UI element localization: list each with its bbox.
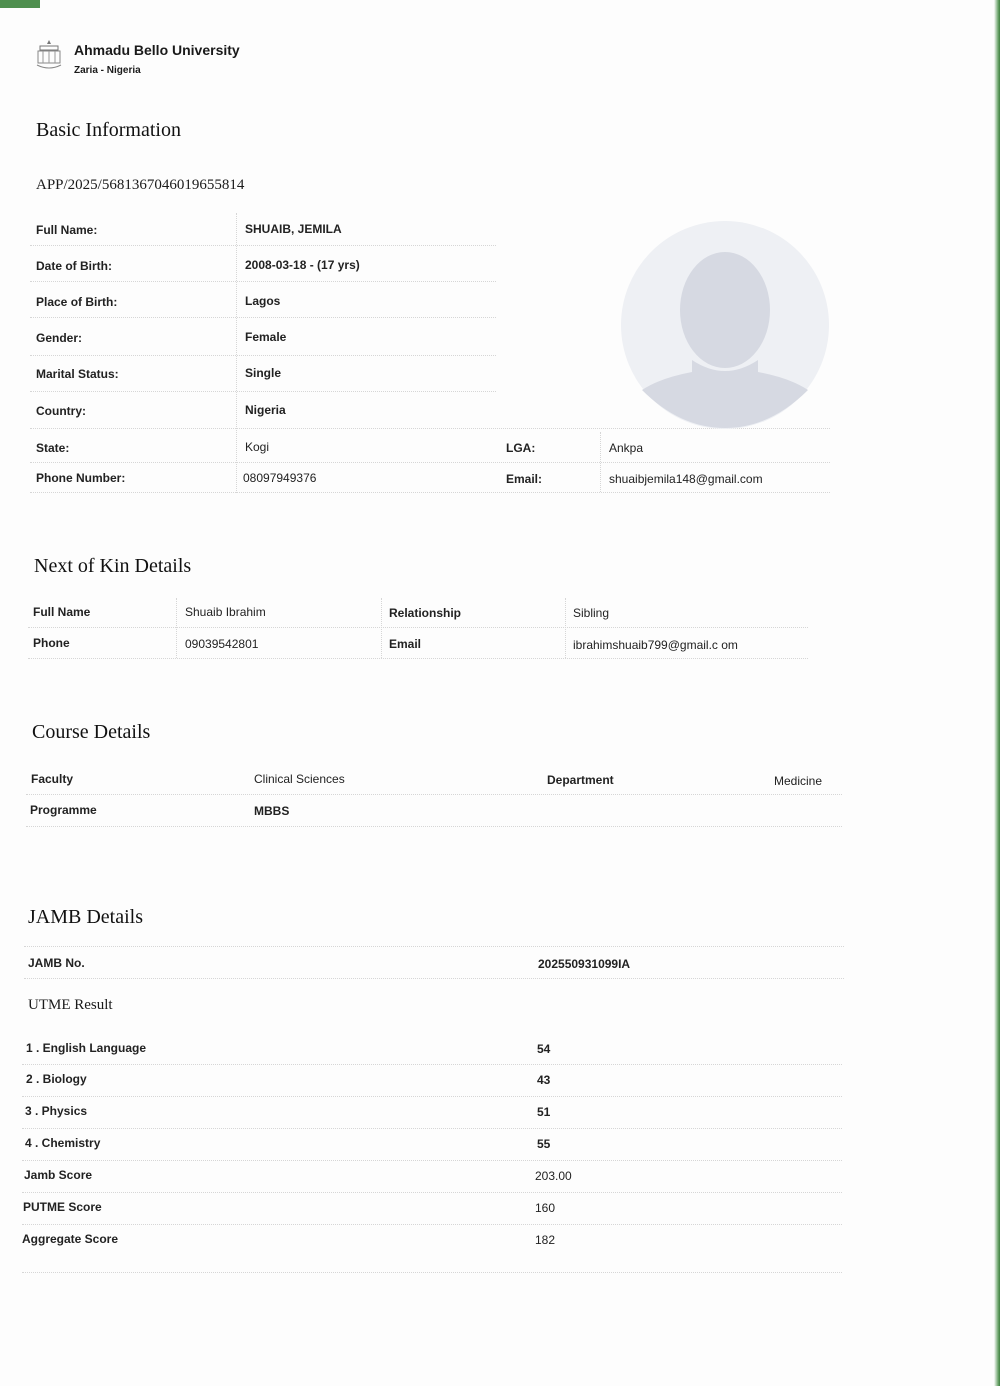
full-name-label: Full Name:	[36, 223, 98, 237]
gender-value: Female	[245, 330, 287, 344]
jamb-no-value: 202550931099IA	[538, 957, 631, 971]
putme-score-label: PUTME Score	[23, 1200, 102, 1214]
result-english-value: 54	[537, 1042, 551, 1056]
scan-edge-right	[994, 0, 1000, 1386]
lga-value: Ankpa	[609, 441, 644, 455]
country-value: Nigeria	[245, 403, 286, 417]
aggregate-score-value: 182	[535, 1233, 556, 1247]
kin-relationship-label: Relationship	[389, 606, 462, 620]
dob-value: 2008-03-18 - (17 yrs)	[245, 258, 360, 272]
kin-phone-label: Phone	[33, 636, 70, 650]
kin-full-name-value: Shuaib Ibrahim	[185, 605, 266, 619]
jamb-score-value: 203.00	[535, 1169, 572, 1183]
jamb-details-title: JAMB Details	[28, 906, 143, 928]
kin-relationship-value: Sibling	[573, 606, 610, 620]
department-value: Medicine	[774, 774, 823, 788]
putme-score-value: 160	[535, 1201, 556, 1215]
avatar-placeholder-icon	[620, 220, 830, 430]
place-of-birth-label: Place of Birth:	[36, 295, 118, 309]
application-number: APP/2025/5681367046019655814	[36, 177, 245, 193]
email-label: Email:	[506, 472, 543, 486]
jamb-no-label: JAMB No.	[28, 956, 85, 970]
phone-number-label: Phone Number:	[36, 471, 126, 485]
gender-label: Gender:	[36, 331, 83, 345]
kin-full-name-label: Full Name	[33, 605, 91, 619]
kin-email-value: ibrahimshuaib799@gmail.c om	[573, 638, 738, 652]
phone-number-value: 08097949376	[243, 471, 317, 485]
result-biology-label: 2 . Biology	[26, 1072, 87, 1086]
state-value: Kogi	[245, 440, 270, 454]
next-of-kin-title: Next of Kin Details	[34, 555, 192, 577]
result-physics-label: 3 . Physics	[25, 1104, 88, 1118]
programme-label: Programme	[30, 803, 97, 817]
email-value: shuaibjemila148@gmail.com	[609, 472, 763, 486]
kin-email-label: Email	[389, 637, 422, 651]
basic-info-title: Basic Information	[36, 119, 181, 141]
country-label: Country:	[36, 404, 86, 418]
faculty-label: Faculty	[31, 772, 74, 786]
course-details-title: Course Details	[32, 721, 151, 743]
result-chemistry-value: 55	[537, 1137, 551, 1151]
kin-phone-value: 09039542801	[185, 637, 259, 651]
lga-label: LGA:	[506, 441, 536, 455]
university-crest-icon	[34, 38, 64, 72]
faculty-value: Clinical Sciences	[254, 772, 345, 786]
utme-result-title: UTME Result	[28, 997, 113, 1013]
dob-label: Date of Birth:	[36, 259, 112, 273]
university-name: Ahmadu Bello University	[74, 42, 240, 58]
aggregate-score-label: Aggregate Score	[22, 1232, 119, 1246]
result-biology-value: 43	[537, 1073, 551, 1087]
result-physics-value: 51	[537, 1105, 551, 1119]
state-label: State:	[36, 441, 70, 455]
full-name-value: SHUAIB, JEMILA	[245, 222, 342, 236]
university-location: Zaria - Nigeria	[74, 65, 141, 76]
programme-value: MBBS	[254, 804, 290, 818]
marital-status-label: Marital Status:	[36, 367, 119, 381]
marital-status-value: Single	[245, 366, 282, 380]
place-of-birth-value: Lagos	[245, 294, 281, 308]
scan-edge-corner	[0, 0, 40, 8]
jamb-score-label: Jamb Score	[24, 1168, 93, 1182]
result-english-label: 1 . English Language	[26, 1041, 147, 1055]
result-chemistry-label: 4 . Chemistry	[25, 1136, 101, 1150]
department-label: Department	[547, 773, 614, 787]
